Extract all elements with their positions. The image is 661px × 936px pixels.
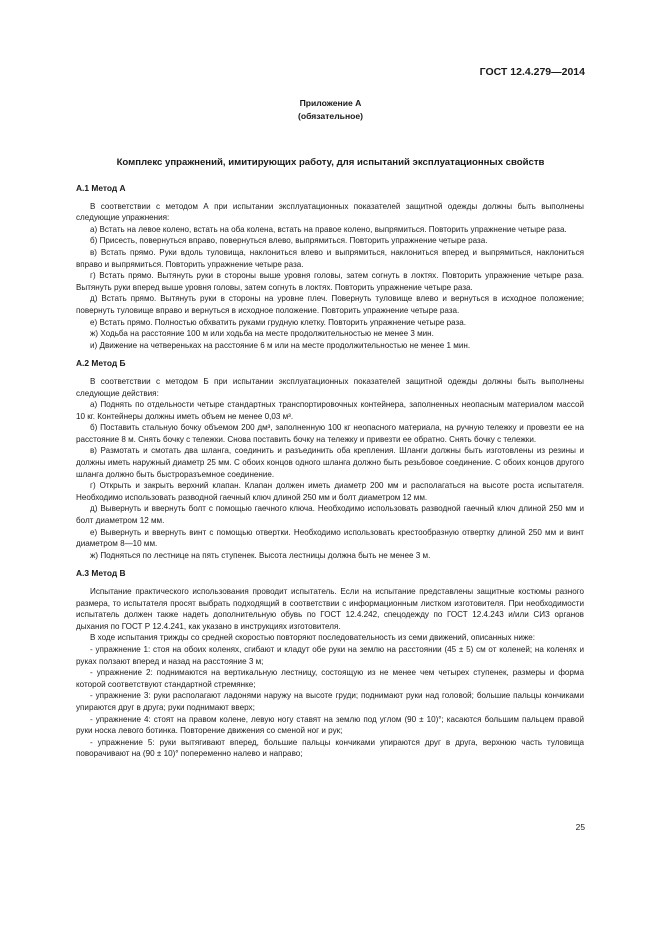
- list-item: г) Встать прямо. Вытянуть руки в стороны выше уровня головы, затем согнуть в локтях. Повторить упражнение четыре раза. Вытянуть руки вперед выше уровня головы, затем согнуть в локтях. Повторить упражнение четыре раза.: [76, 271, 584, 292]
- paragraph: В ходе испытания трижды со средней скоростью повторяют последовательность из семи движений, описанных ниже:: [90, 633, 536, 643]
- list-item: в) Встать прямо. Руки вдоль туловища, наклониться влево и выпрямиться, наклониться вперед и выпрямиться, наклониться вправо и выпрямиться. Повторить упражнение четыре раза.: [76, 247, 584, 269]
- list-item: - упражнение 3: руки располагают ладонями наружу на высоте груди; поднимают руки над головой; большие пальцы кончиками упираются друг в друга; руки поднимают вверх;: [76, 691, 584, 712]
- document-body: [76, 183, 584, 760]
- list-item: в) Размотать и смотать два шланга, соединить и разъединить оба крепления. Шланги должны быть изготовлены из резины и должны иметь наружный диаметр 25 мм. С обоих концов одного шланга должно быть резьбовое соединение. С обоих концов другого шланга должно быть быстроразъемное соединение.: [76, 446, 584, 479]
- list-item: д) Встать прямо. Вытянуть руки в стороны на уровне плеч. Повернуть туловище влево и вернуться в исходное положение; повернуть туловище вправо и вернуться в исходное положение. Повторить упражнение четыре раза.: [76, 294, 584, 315]
- list-item: д) Вывернуть и ввернуть болт с помощью гаечного ключа. Необходимо использовать разводной гаечный ключ длиной 250 мм и болт диаметром 12 мм.: [76, 504, 584, 526]
- section-heading-a1: А.1 Метод А: [76, 183, 126, 193]
- list-item: - упражнение 4: стоят на правом колене, левую ногу ставят на землю под углом (90 ± 10)°; касаются большим пальцем правой руки носка левого ботинка. Повторение движения со сменой ног и рук;: [76, 714, 584, 736]
- list-item: а) Поднять по отдельности четыре стандартных транспортировочных контейнера, заполненных неопасным материалом массой 10 кг. Контейнеры должны иметь объем не менее 0,03 м³.: [76, 400, 584, 421]
- list-item: - упражнение 2: поднимаются на вертикальную лестницу, состоящую из не менее чем четырех ступенек, размеры и форма которой соответствуют стандартной стремянке;: [76, 668, 584, 689]
- list-item: - упражнение 5: руки вытягивают вперед, большие пальцы кончиками упираются друг в друга, верхнюю часть туловища поворачивают на (90 ± 10)° попеременно налево и направо;: [76, 737, 584, 759]
- list-item: ж) Подняться по лестнице на пять ступенек. Высота лестницы должна быть не менее 3 м.: [90, 550, 431, 560]
- paragraph: Испытание практического использования проводит испытатель. Если на испытание представлены защитные костюмы разного размера, то испытателя просят выбрать подходящий в соответствии с информационным листком изготовителя. При необходимости испытатель должен также надеть дополнительную обувь по ГОСТ 12.4.242, спецодежду по ГОСТ 12.4.243 и/или СИЗ органов дыхания по ГОСТ Р 12.4.241, как указано в инструкциях изготовителя.: [76, 587, 584, 631]
- paragraph: В соответствии с методом А при испытании эксплуатационных показателей защитной одежды должны быть выполнены следующие упражнения:: [76, 201, 584, 223]
- list-item: - упражнение 1: стоя на обоих коленях, сгибают и кладут обе руки на землю на расстоянии (45 ± 5) см от коленей; на коленях и руках ползают вперед и назад на расстояние 3 м;: [76, 644, 584, 666]
- list-item: а) Встать на левое колено, встать на оба колена, встать на правое колено, выпрямиться. Повторить упражнение четыре раза.: [90, 224, 567, 234]
- page-number: 25: [575, 822, 585, 832]
- list-item: г) Открыть и закрыть верхний клапан. Клапан должен иметь диаметр 200 мм и располагаться на высоте роста испытателя. Необходимо использовать разводной гаечный ключ длиной 250 мм и болт диаметром 12 мм.: [76, 481, 584, 502]
- appendix-heading: [0, 97, 661, 123]
- appendix-subtitle: (обязательное): [297, 111, 364, 121]
- main-title: Комплекс упражнений, имитирующих работу, для испытаний эксплуатационных свойств: [116, 157, 545, 168]
- appendix-title: Приложение А: [299, 98, 362, 108]
- list-item: б) Поставить стальную бочку объемом 200 дм³, заполненную 100 кг неопасного материала, на ручную тележку и провезти ее на расстояние 8 м. Снять бочку с тележки. Снова поставить бочку на тележку и привезти ее обратно. Снять бочку с тележки.: [76, 423, 584, 444]
- section-heading-a2: А.2 Метод Б: [76, 358, 126, 369]
- paragraph: В соответствии с методом Б при испытании эксплуатационных показателей защитной одежды должны быть выполнены следующие действия:: [76, 376, 584, 398]
- list-item: е) Встать прямо. Полностью обхватить руками грудную клетку. Повторить упражнение четыре раза.: [90, 317, 466, 327]
- list-item: и) Движение на четвереньках на расстояние 6 м или на месте продолжительностью не менее 1 мин.: [90, 340, 471, 350]
- section-heading-a3: А.3 Метод В: [76, 568, 126, 579]
- list-item: б) Присесть, повернуться вправо, повернуться влево, выпрямиться. Повторить упражнение четыре раза.: [90, 236, 488, 246]
- list-item: е) Вывернуть и ввернуть винт с помощью отвертки. Необходимо использовать крестообразную отвертку длиной 250 мм и винт диаметром 8—10 мм.: [76, 527, 584, 549]
- document-code: ГОСТ 12.4.279—2014: [479, 66, 585, 78]
- list-item: ж) Ходьба на расстояние 100 м или ходьба на месте продолжительностью не менее 3 мин.: [90, 329, 434, 339]
